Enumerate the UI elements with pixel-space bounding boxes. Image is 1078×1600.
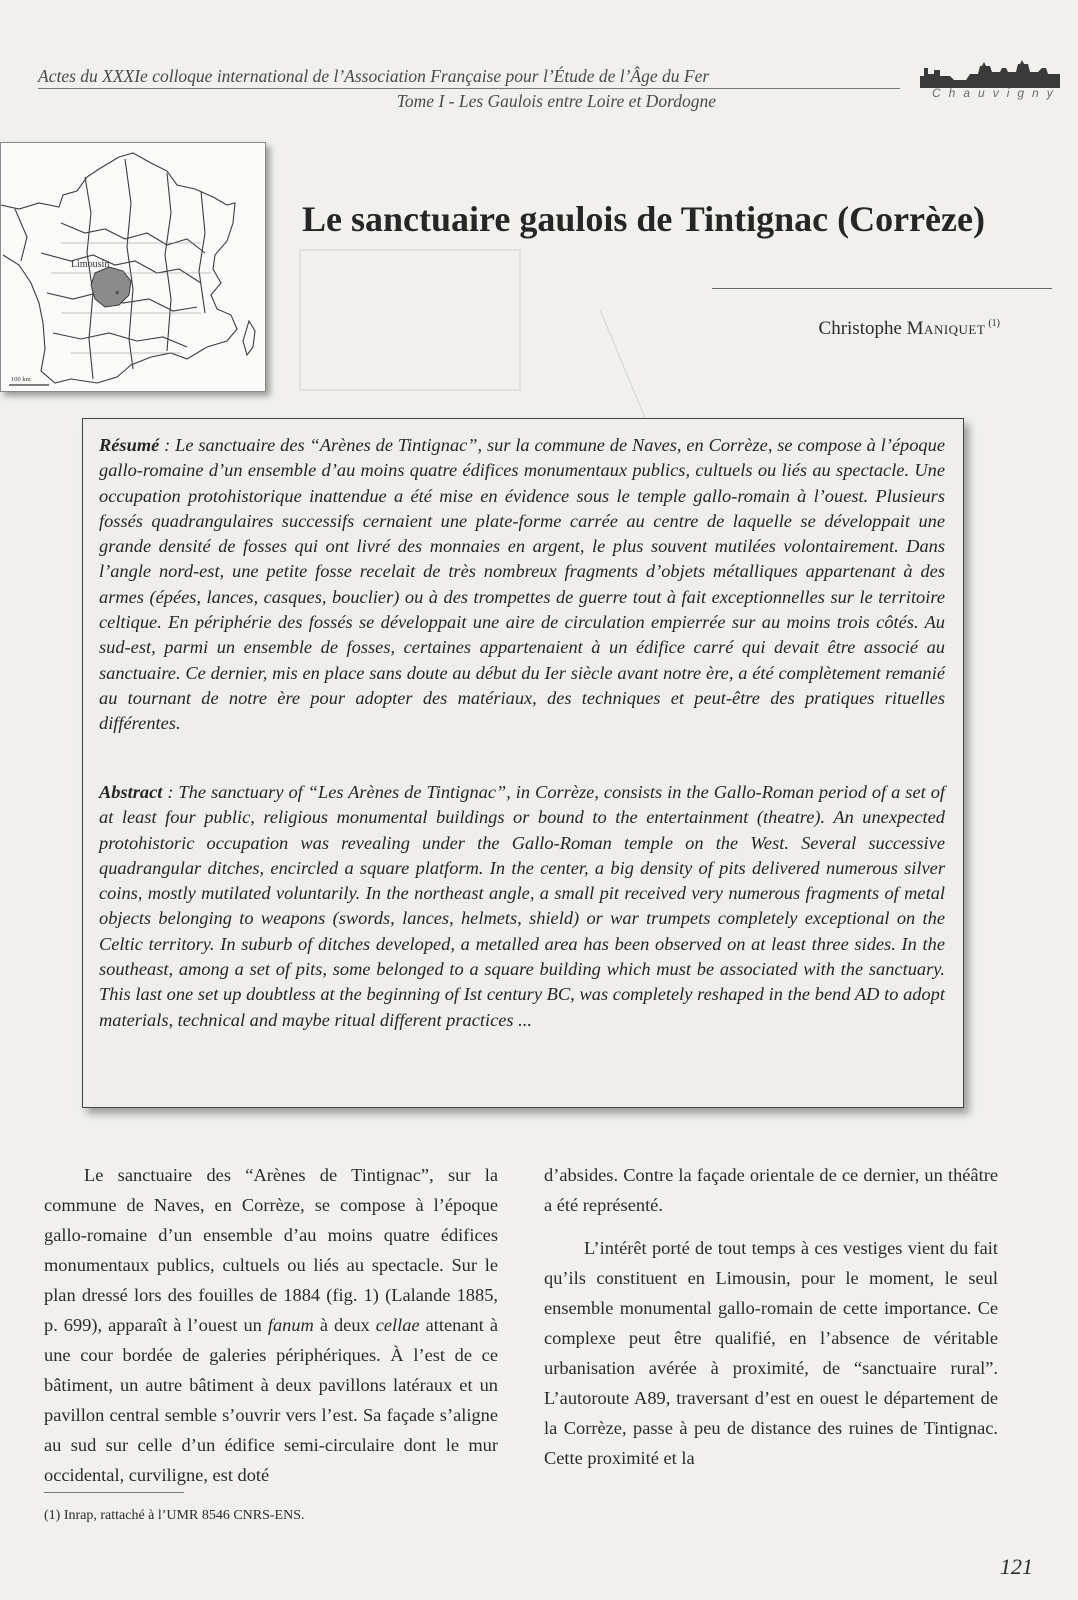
svg-text:*: * (115, 290, 120, 300)
header-rule (38, 88, 900, 89)
resume-label: Résumé (99, 435, 160, 455)
body-paragraph (44, 1160, 498, 1490)
author-last-name: Maniquet (906, 318, 986, 339)
abstract-paragraph (99, 780, 945, 1033)
chauvigny-skyline-logo (920, 58, 1060, 88)
resume-paragraph (99, 433, 945, 737)
title-rule (712, 288, 1052, 289)
body-column-right (544, 1160, 998, 1473)
map-region-label: Limousin (71, 259, 110, 270)
france-map-icon (1, 143, 265, 391)
map-scale-label: 100 km (11, 376, 31, 383)
abstract-box (82, 418, 964, 1108)
body-text: attenant à une cour bordée de galeries périphériques. À l’est de ce bâtiment, un autre bâtiment à deux pavillons latéraux et un pavillon central semble s’ouvrir vers l’est. Sa façade s’aligne au sud sur celle d’un édifice semi-circulaire dont le mur occidental, curviligne, est doté (44, 1315, 498, 1485)
location-map (0, 142, 266, 392)
abstract-text: : The sanctuary of “Les Arènes de Tintignac”, in Corrèze, consists in the Gallo-Roman period of a set of at least four public, religious monumental buildings or bound to the entertainment (theatre). An unexpected protohistoric occupation was revealing under the Gallo-Roman temple on the West. Several successive quadrangular ditches, encircled a square platform. In the center, a big density of pits delivered numerous silver coins, mostly mutilated voluntarily. In the northeast angle, a small pit received very numerous fragments of metal objects belonging to weapons (swords, lances, helmets, shield) or war trumpets completely exceptional on the Celtic territory. In suburb of ditches developed, a metalled area has been observed on at least three sides. In the southeast, among a set of pits, some belonged to a square building which must be associated with the sanctuary. This last one set up doubtless at the beginning of Ist century BC, was completely reshaped in the bend AD to adopt materials, technical and maybe ritual different practices ... (99, 782, 945, 1030)
abstract-label: Abstract (99, 782, 163, 802)
article-title: Le sanctuaire gaulois de Tintignac (Corrèze) (302, 199, 985, 239)
body-paragraph: L’intérêt porté de tout temps à ces vestiges vient du fait qu’ils constituent en Limousin, pour le moment, le seul ensemble monumental gallo-romain de cette importance. Ce complexe peut être qualifié, en l’absence de véritable urbanisation avérée à proximité, de “sanctuaire rural”. L’autoroute A89, traversant d’est en ouest le département de la Corrèze, passe à peu de distance des ruines de Tintignac. Cette proximité et la (544, 1238, 998, 1468)
body-text: à deux (313, 1315, 376, 1335)
body-text-italic: cellae (375, 1315, 420, 1335)
author-first-name: Christophe (818, 318, 902, 339)
author-footnote-ref: (1) (988, 318, 1000, 329)
footnote: (1) Inrap, rattaché à l’UMR 8546 CNRS-ENS. (44, 1508, 305, 1523)
running-header-volume: Tome I - Les Gaulois entre Loire et Dordogne (396, 91, 716, 111)
body-text: Le sanctuaire des “Arènes de Tintignac”, sur la commune de Naves, en Corrèze, se compose à l’époque gallo-romaine d’un ensemble d’au moins quatre édifices monumentaux publics, cultuels ou liés au spectacle. Sur le plan dressé lors des fouilles de 1884 (fig. 1) (Lalande 1885, p. 699), apparaît à l’ouest un (44, 1165, 498, 1335)
page-number: 121 (1000, 1554, 1033, 1579)
author-line (740, 318, 1000, 340)
body-paragraph: d’absides. Contre la façade orientale de ce dernier, un théâtre a été représenté. (544, 1165, 998, 1215)
chauvigny-logo-text: Chauvigny (932, 86, 1061, 100)
body-text-italic: fanum (267, 1315, 314, 1335)
body-column-left (44, 1160, 498, 1490)
resume-text: : Le sanctuaire des “Arènes de Tintignac”, sur la commune de Naves, en Corrèze, se compose à l’époque gallo-romaine d’un ensemble d’au moins quatre édifices monumentaux publics, cultuels ou liés au spectacle. Une occupation protohistorique inattendue a été mise en évidence sous le temple gallo-romain à l’ouest. Plusieurs fossés quadrangulaires successifs cernaient une plate-forme carrée au centre de laquelle se développait une grande densité de fosses qui ont livré des monnaies en argent, le plus souvent mutilées volontairement. Dans l’angle nord-est, une petite fosse recelait de très nombreux fragments d’objets métalliques appartenant à des armes (épées, lances, casques, bouclier) ou à des trompettes de guerre tout à fait exceptionnelles sur le territoire celtique. En périphérie des fossés se développait une aire de circulation empierrée sur au moins trois côtés. Au sud-est, parmi un ensemble de fosses, certaines appartenaient à un édifice carré qui devait être associé au sanctuaire. Ce dernier, mis en place sans doute au début du Ier siècle avant notre ère, a été complètement remanié au tournant de notre ère pour adopter des matériaux, des techniques et peut-être des pratiques rituelles différentes. (99, 435, 945, 734)
running-header-proceedings: Actes du XXXIe colloque international de l’Association Française pour l’Étude de l’Âge du Fer (38, 66, 710, 86)
footnote-rule (44, 1492, 184, 1493)
